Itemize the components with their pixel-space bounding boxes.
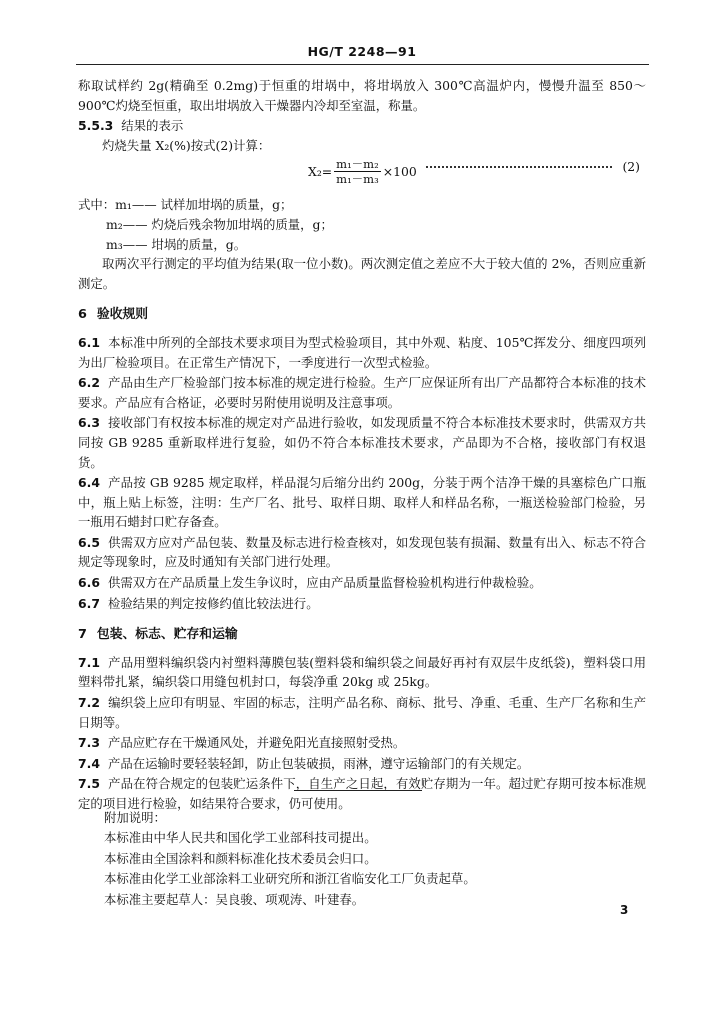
standard-number-header: HG/T 2248—91 [307,44,417,59]
section-number: 6 [78,307,87,323]
clause-6-3 [78,413,646,472]
clause-number: 7.1 [78,654,100,670]
clause-text: 供需双方在产品质量上发生争议时，应由产品质量监督检验机构进行仲裁检验。 [107,575,542,591]
clause-6-2 [78,373,646,412]
clause-number: 6.1 [78,334,100,350]
clause-7-1 [78,653,646,692]
where-m1: 式中：m₁—— 试样加坩埚的质量，g； [78,197,293,213]
clause-6-4 [78,473,646,532]
clause-number: 7.3 [78,735,100,751]
clause-number: 6.4 [78,475,100,491]
section-5-5-intro: 称取试样约 2g(精确至 0.2mg)于恒重的坩埚中，将坩埚放入 300℃高温炉内，慢慢升温至 850～900℃灼烧至恒重，取出坩埚放入干燥器内冷却至室温，称量。 [78,78,646,113]
clause-6-6 [78,573,646,593]
clause-text: 本标准中所列的全部技术要求项目为型式检验项目，其中外观、粘度、105℃挥发分、细度四项列为出厂检验项目。在正常生产情况下，一季度进行一次型式检验。 [78,334,646,370]
appendix-line: 本标准主要起草人：吴良骏、项观涛、叶建春。 [104,891,365,907]
section-number: 7 [78,627,87,643]
clause-text: 产品在运输时要轻装轻卸，防止包装破损，雨淋，遵守运输部门的有关规定。 [107,755,530,771]
document-body [78,76,646,814]
formula-denominator: m₁－m₃ [336,172,379,187]
clause-5-5-3 [78,116,646,136]
formula-2 [78,155,646,195]
clause-number: 7.2 [78,695,100,711]
formula-factor: ×100 [382,164,417,180]
clause-7-3 [78,733,646,753]
clause-text: 产品按 GB 9285 规定取样，样品混匀后缩分出约 200g，分装于两个洁净干燥的具塞棕色广口瓶中，瓶上贴上标签，注明：生产厂名、批号、取样日期、取样人和样品名称，一瓶送检验部门检验，另一瓶用石蜡封口贮存备查。 [78,475,646,530]
clause-number: 7.5 [78,776,100,792]
clause-6-1 [78,333,646,372]
clause-number: 6.3 [78,415,100,431]
clause-7-4 [78,754,646,774]
clause-number: 6.6 [78,575,100,591]
header-rule [76,64,649,65]
appendix-title: 附加说明： [104,810,166,825]
clause-text: 产品在符合规定的包装贮运条件下，自生产之日起，有效贮存期为一年。超过贮存期可按本标准规定的项目进行检验，如结果符合要求，仍可使用。 [78,776,646,811]
section-title: 包装、标志、贮存和运输 [96,627,238,643]
clause-text: 编织袋上应印有明显、牢固的标志，注明产品名称、商标、批号、净重、毛重、生产厂名称和生产日期等。 [78,695,646,730]
clause-text: 产品用塑料编织袋内衬塑料薄膜包装(塑料袋和编织袋之间最好再衬有双层牛皮纸袋)，塑料袋口用塑料带扎紧，编织袋口用缝包机封口，每袋净重 20kg 或 25kg。 [78,654,646,690]
formula-leader-dots [426,166,612,168]
clause-text: 供需双方应对产品包装、数量及标志进行检查核对，如发现包装有损漏、数量有出入、标志不符合规定等现象时，应及时通知有关部门进行处理。 [78,534,646,570]
section-7-heading [78,625,646,645]
clause-text: 产品应贮存在干燥通风处，并避免阳光直接照射受热。 [107,735,406,751]
clause-6-5 [78,533,646,572]
formula-expression [308,157,417,186]
equation-number: (2) [622,159,640,175]
section-title: 验收规则 [96,307,149,323]
appendix-line: 本标准由中华人民共和国化学工业部科技司提出。 [104,830,377,846]
clause-number: 6.7 [78,595,100,611]
clause-number: 6.2 [78,375,100,391]
clause-title: 结果的表示 [121,118,184,134]
result-note: 取两次平行测定的平均值为结果(取一位小数)。两次测定值之差应不大于较大值的 2%，否则应重新测定。 [78,256,646,291]
where-m3: m₃—— 坩埚的质量，g。 [106,236,247,252]
clause-text: 检验结果的判定按修约值比较法进行。 [107,595,319,611]
appendix-notes [104,808,644,910]
clause-7-2 [78,693,646,732]
page-number: 3 [620,903,629,917]
formula-lhs: X₂= [308,164,333,180]
formula-fraction [334,157,381,186]
appendix-line: 本标准由全国涂料和颜料标准化技术委员会归口。 [104,850,377,866]
appendix-line: 本标准由化学工业部涂料工业研究所和浙江省临安化工厂负责起草。 [104,871,476,887]
calc-line: 灼烧失量 X₂(%)按式(2)计算： [102,137,271,153]
clause-number: 6.5 [78,534,100,550]
section-6-heading [78,305,646,325]
where-m2: m₂—— 灼烧后残余物加坩埚的质量，g； [106,216,333,232]
appendix-separator [294,790,422,791]
clause-text: 产品由生产厂检验部门按本标准的规定进行检验。生产厂应保证所有出厂产品都符合本标准的技术要求。产品应有合格证，必要时另附使用说明及注意事项。 [78,375,646,410]
clause-text: 接收部门有权按本标准的规定对产品进行验收，如发现质量不符合本标准技术要求时，供需双方共同按 GB 9285 重新取样进行复验，如仍不符合本标准技术要求，产品即为不合格，接收部门有权退货。 [78,415,646,470]
clause-6-7 [78,594,646,614]
clause-number: 5.5.3 [78,118,114,134]
clause-number: 7.4 [78,755,100,771]
formula-numerator: m₁－m₂ [336,157,379,172]
